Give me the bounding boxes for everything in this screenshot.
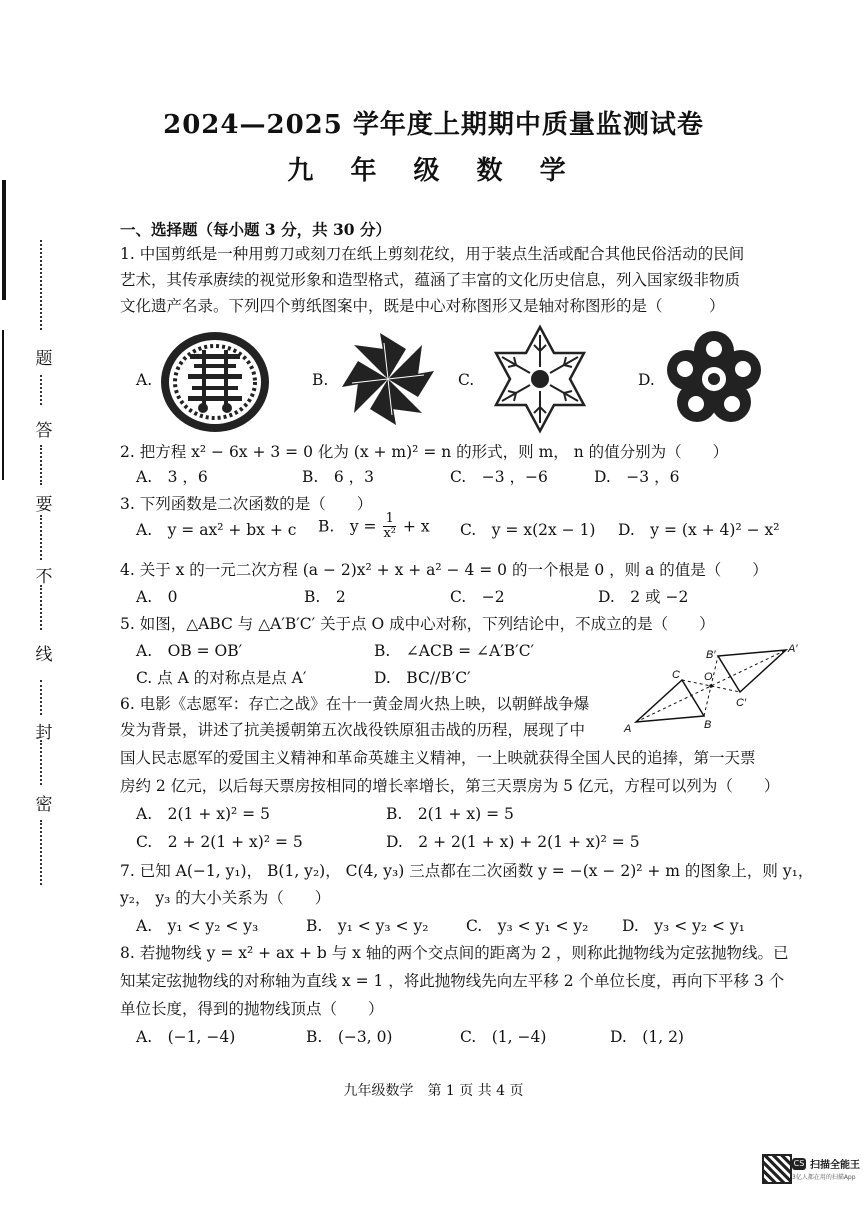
q3-option-b-fraction [383, 512, 396, 541]
seal-line-dots [40, 445, 46, 485]
q1-line3: 文化遗产名录。下列四个剪纸图案中，既是中心对称图形又是轴对称图形的是（ ） [120, 297, 725, 315]
q1-option-b-label: B. [312, 371, 329, 389]
q1-option-c-label: C. [458, 371, 475, 389]
q5-option-c: C. 点 A 的对称点是点 A′ [136, 669, 307, 687]
margin-char: 要 [35, 495, 53, 515]
papercut-pinwheel-image [338, 328, 438, 430]
q7-line2: y₂， y₃ 的大小关系为（ ） [120, 889, 331, 907]
q4-option-a: A. 0 [136, 588, 178, 606]
q3-option-c: C. y = x(2x − 1) [460, 521, 596, 539]
q5-option-a: A. OB = OB′ [136, 642, 243, 660]
fig-label-b: B [704, 719, 712, 731]
q5-stem: 5. 如图，△ABC 与 △A′B′C′ 关于点 O 成中心对称，下列结论中，不成立的是（ ） [120, 615, 715, 633]
q3-option-d: D. y = (x + 4)² − x² [618, 521, 780, 539]
q2-option-c: C. −3 ，−6 [450, 468, 548, 486]
q6-option-c: C. 2 + 2(1 + x)² = 5 [136, 833, 303, 851]
fig-label-b-prime: B′ [706, 649, 716, 661]
q8-option-c: C. (1, −4) [460, 1028, 547, 1046]
q6-line3: 国人民志愿军的爱国主义精神和革命英雄主义精神，一上映就获得全国人民的追捧，第一天票 [120, 749, 756, 767]
q7-option-a: A. y₁ < y₂ < y₃ [136, 917, 259, 935]
seal-line-dots [40, 740, 46, 785]
margin-char: 答 [35, 421, 53, 441]
q6-line2: 发为背景，讲述了抗美援朝第五次战役铁原狙击战的历程，展现了中 [120, 721, 586, 739]
q6-option-b: B. 2(1 + x) = 5 [386, 805, 514, 823]
q6-line1: 6. 电影《志愿军：存亡之战》在十一黄金周火热上映，以朝鲜战争爆 [120, 695, 590, 713]
q8-line3: 单位长度，得到的抛物线顶点（ ） [120, 1000, 384, 1018]
fig-label-a: A [624, 723, 632, 735]
q2-option-d: D. −3 ，6 [594, 468, 680, 486]
fig-label-c-prime: C′ [736, 697, 747, 709]
q6-option-a: A. 2(1 + x)² = 5 [136, 805, 270, 823]
central-symmetry-figure [620, 640, 810, 740]
seal-line-dots [40, 515, 46, 560]
page-footer: 九年级数学 第 1 页 共 4 页 [343, 1083, 524, 1099]
q3-stem: 3. 下列函数是二次函数的是（ ） [120, 495, 373, 513]
seal-line-dots [40, 680, 46, 715]
q3-option-b-suffix: + x [402, 517, 430, 536]
scanner-app-name: 扫描全能王 [810, 1160, 860, 1171]
q5-option-b: B. ∠ACB = ∠A′B′C′ [374, 642, 535, 660]
q1-option-d-label: D. [638, 371, 655, 389]
q4-option-c: C. −2 [450, 588, 505, 606]
binding-bar [2, 330, 4, 480]
q6-line4: 房约 2 亿元，以后每天票房按相同的增长率增长，第三天票房为 5 亿元，方程可以列为（ ） [120, 777, 780, 795]
fig-label-a-prime: A′ [788, 643, 798, 655]
q3-option-b [318, 512, 430, 552]
binding-bar [2, 180, 6, 300]
q3-option-b-denominator: x² [383, 526, 396, 541]
margin-char: 线 [35, 645, 53, 665]
margin-char: 封 [35, 723, 53, 743]
q8-option-d: D. (1, 2) [610, 1028, 684, 1046]
section-heading: 一、选择题（每小题 3 分，共 30 分） [120, 220, 391, 239]
q7-option-c: C. y₃ < y₁ < y₂ [466, 917, 589, 935]
q8-option-b: B. (−3, 0) [306, 1028, 393, 1046]
q8-line1: 8. 若抛物线 y = x² + ax + b 与 x 轴的两个交点间的距离为 2 ，则称此抛物线为定弦抛物线。已 [120, 944, 789, 962]
scanner-tagline: 3亿人都在用的扫描App [792, 1174, 856, 1181]
seal-line-dots [40, 240, 46, 330]
seal-line-dots [40, 820, 46, 885]
margin-char: 题 [35, 349, 53, 369]
q6-option-d: D. 2 + 2(1 + x) + 2(1 + x)² = 5 [386, 833, 640, 851]
papercut-star-flower-image [484, 324, 596, 434]
q1-line2: 艺术，其传承赓续的视觉形象和造型格式，蕴涵了丰富的文化历史信息，列入国家级非物质 [120, 271, 741, 289]
q8-option-a: A. (−1, −4) [136, 1028, 236, 1046]
q4-option-b: B. 2 [304, 588, 346, 606]
q7-option-b: B. y₁ < y₃ < y₂ [306, 917, 429, 935]
q4-option-d: D. 2 或 −2 [598, 588, 689, 606]
exam-subtitle: 九 年 级 数 学 [287, 156, 580, 186]
scanner-logo-icon: CS [793, 1159, 805, 1168]
q3-option-a: A. y = ax² + bx + c [136, 521, 297, 539]
papercut-flower-image [660, 326, 768, 432]
fig-label-o: O [704, 671, 713, 683]
q7-line1: 7. 已知 A(−1, y₁)， B(1, y₂)， C(4, y₃) 三点都在二次函数 y = −(x − 2)² + m 的图象上，则 y₁， [120, 862, 814, 880]
fig-label-c: C [672, 669, 680, 681]
seal-line-dots [40, 375, 46, 405]
margin-char: 不 [35, 567, 53, 587]
q4-stem: 4. 关于 x 的一元二次方程 (a − 2)x² + x + a² − 4 = 0 的一个根是 0 ，则 a 的值是（ ） [120, 561, 768, 579]
exam-title: 2024—2025 学年度上期期中质量监测试卷 [163, 110, 704, 140]
seal-line-dots [40, 585, 46, 630]
q5-option-d: D. BC//B′C′ [374, 669, 471, 687]
q2-option-a: A. 3 ，6 [136, 468, 208, 486]
q8-line2: 知某定弦抛物线的对称轴为直线 x = 1 ，将此抛物线先向左平移 2 个单位长度，再向下平移 3 个 [120, 972, 785, 990]
q1-option-a-label: A. [136, 371, 153, 389]
papercut-double-happiness-image [158, 330, 272, 434]
q3-option-b-prefix: B. y = [318, 517, 377, 536]
qr-code-icon [762, 1154, 792, 1184]
q3-option-b-numerator: 1 [383, 512, 396, 527]
margin-char: 密 [35, 795, 53, 815]
q2-option-b: B. 6 ，3 [302, 468, 374, 486]
q2-stem: 2. 把方程 x² − 6x + 3 = 0 化为 (x + m)² = n 的形式，则 m， n 的值分别为（ ） [120, 443, 729, 461]
q1-line1: 1. 中国剪纸是一种用剪刀或刻刀在纸上剪刻花纹，用于装点生活或配合其他民俗活动的民间 [120, 245, 745, 263]
q7-option-d: D. y₃ < y₂ < y₁ [622, 917, 745, 935]
